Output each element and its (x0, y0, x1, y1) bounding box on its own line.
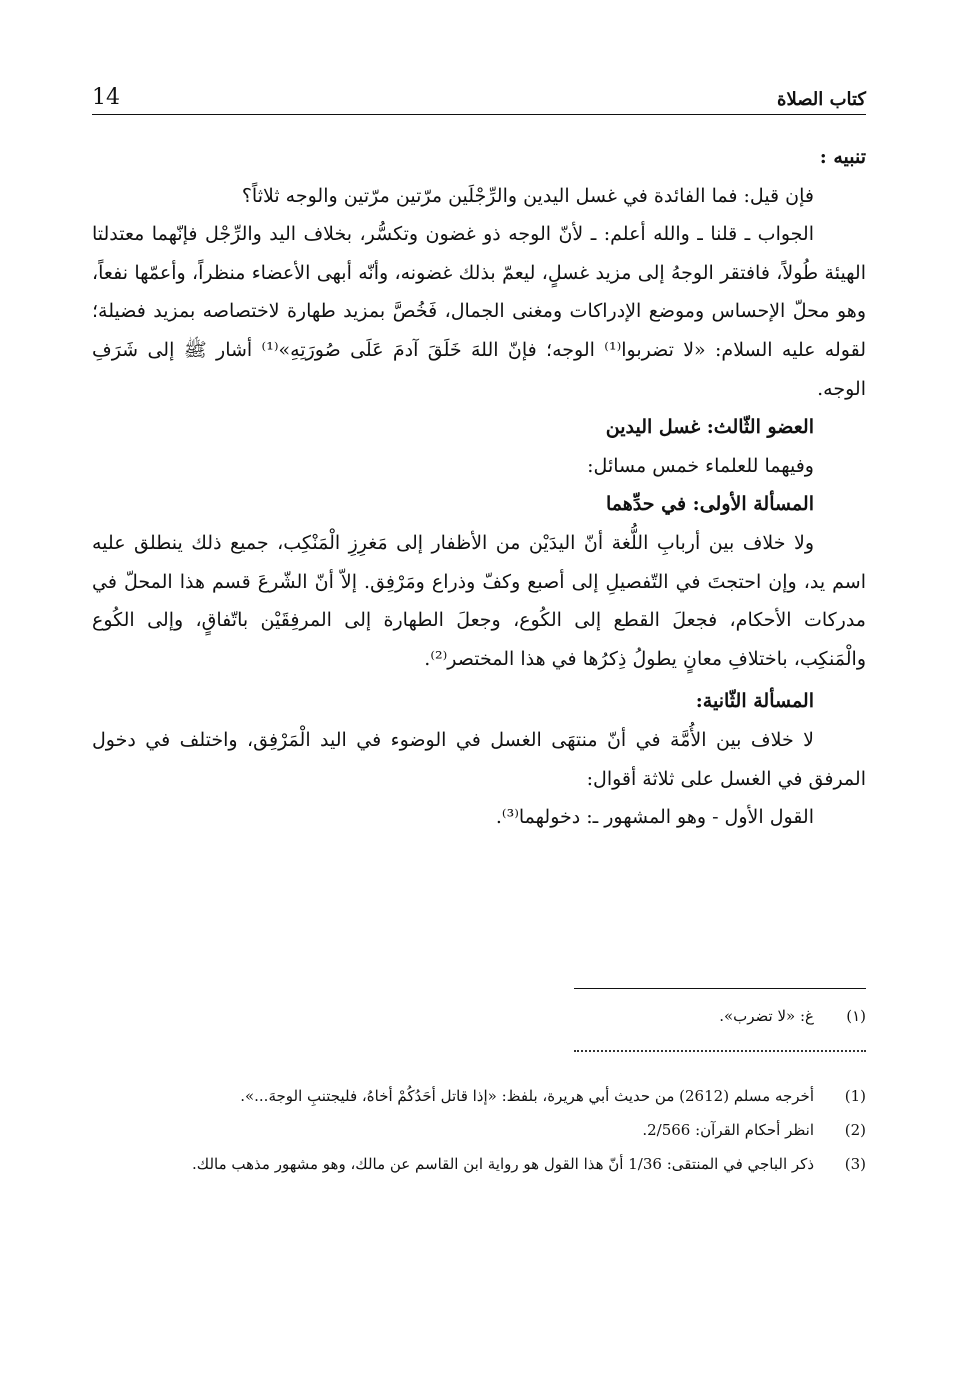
footnote-3 (92, 1150, 866, 1178)
variant-footnote (92, 1002, 866, 1030)
main-text (92, 138, 866, 837)
tanbih-heading: تنبيه : (819, 146, 866, 168)
paragraph-issue-one: ولا خلاف بين أربابِ اللُّغة أنّ اليدَيْن من الأظفار إلى مَغرِزِ الْمَنْكِب، جميع ذلك ينطلق عليه اسم يد، وإن احتجتَ في التّفصيلِ إلى أصبع وكفّ وذراع ومَرْفِق. إلاّ أنّ الشّرعَ قسم هذا المحلّ في مدركات الأحكام، فجعلَ القطع إلى الكُوع، وجعلَ الطهارة إلى المرفِقَيْن باتّفاقٍ، وإلى الكُوع والْمَنكِب، باختلافِ معانٍ يطولُ ذِكرُها في هذا المختصر⁽²⁾. (92, 531, 866, 670)
issue-two-heading: المسألة الثّانية: (695, 690, 814, 713)
paragraph-question: فإن قيل: فما الفائدة في غسل اليدين والرِّجْلَين مرّتين مرّتين والوجه ثلاثاً؟ (241, 184, 814, 207)
footnote-number: (١) (846, 1007, 866, 1025)
footnote-separator (574, 988, 866, 989)
paragraph-first-opinion: القول الأول - وهو المشهور ـ: دخولهما⁽³⁾. (495, 806, 814, 829)
section-heading-third-organ: العضو الثّالث: غسل اليدين (605, 416, 814, 439)
issue-one-heading: المسألة الأولى: في حدِّهما (606, 493, 814, 516)
footnote-2 (92, 1116, 866, 1144)
page-number: 14 (92, 85, 120, 110)
page-header (92, 76, 866, 115)
footnotes (92, 1082, 866, 1184)
dotted-separator (574, 1050, 866, 1052)
paragraph-five-issues: وفيهما للعلماء خمس مسائل: (587, 454, 814, 477)
footnote-number: (1) (844, 1087, 866, 1105)
footnote-text: أخرجه مسلم (2612) من حديث أبي هريرة، بلفظ: «إذا قاتل أحَدُكُمْ أخاهُ، فليجتنبِ الوجهَ...». (240, 1087, 814, 1105)
footnote-text: انظر أحكام القرآن: 2/566. (642, 1121, 814, 1139)
footnote-text: ذكر الباجي في المنتقى: 1/36 أنّ هذا القول هو رواية ابن القاسم عن مالك، وهو مشهور مذهب مالك. (192, 1155, 814, 1173)
variant-footnotes (92, 1002, 866, 1036)
footnote-number: (3) (844, 1155, 866, 1173)
running-title: كتاب الصلاة (777, 89, 866, 110)
footnote-number: (2) (844, 1121, 866, 1139)
footnote-text: غ: «لا تضرب». (719, 1007, 814, 1025)
paragraph-answer: الجواب ـ قلنا ـ والله أعلم: ـ لأنّ الوجه ذو غضون وتكسُّر، بخلاف اليد والرِّجْل فإنّهما معتدلتا الهيئة طُولاً، فافتقر الوجهُ إلى مزيد غسلٍ، ليعمّ بذلك غضونه، وأنّه أبهى الأعضاء منظراً، وأعمّها نفعاً، وهو محلّ الإحساس وموضع الإدراكات ومغنى الجمال، فَخُصَّ بمزيد طهارة لاختصاصه بمزيد فضيلة؛ لقوله عليه السلام: «لا تضربوا⁽¹⁾ الوجه؛ فإنّ اللهَ خَلَقَ آدمَ عَلَى صُورَتِهِ»⁽¹⁾ أشار ﷺ إلى شَرَفِ الوجه. (92, 223, 866, 400)
footnote-1 (92, 1082, 866, 1110)
paragraph-issue-two: لا خلاف بين الأُمَّة في أنّ منتهَى الغسل في الوضوء في اليد الْمَرْفِق، واختلف في دخول المرفق في الغسل على ثلاثة أقوال: (92, 728, 866, 790)
